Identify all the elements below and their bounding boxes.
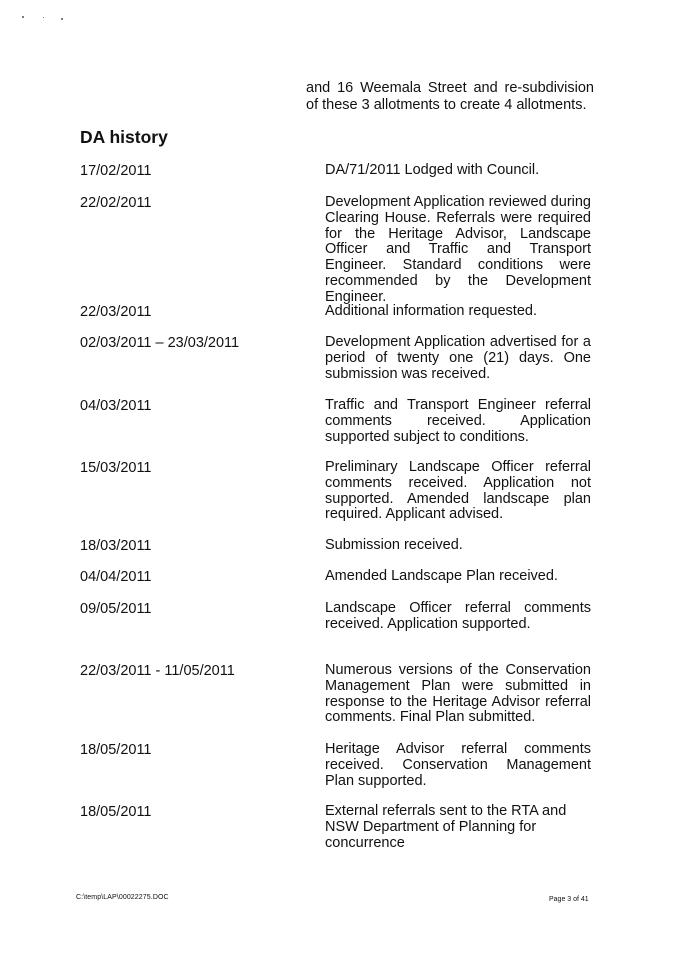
history-description: Amended Landscape Plan received.	[325, 568, 558, 584]
history-date: 18/05/2011	[80, 804, 152, 820]
history-date: 02/03/2011 – 23/03/2011	[80, 335, 240, 351]
scan-speck	[61, 18, 63, 20]
scan-speck	[22, 16, 24, 18]
history-description: Additional information requested.	[325, 303, 537, 319]
continuation-paragraph: and 16 Weemala Street and re-subdivision of these 3 allotments to create 4 allotments.	[306, 80, 594, 113]
history-date: 17/02/2011	[80, 163, 152, 179]
history-description: Preliminary Landscape Officer referral comments received. Application not supported. Amended landscape plan required. Applicant advised.	[325, 459, 591, 523]
history-description: Numerous versions of the Conservation Management Plan were submitted in response to the Heritage Advisor referral comments. Final Plan submitted.	[325, 662, 591, 726]
history-date: 04/03/2011	[80, 398, 152, 414]
history-description: Submission received.	[325, 537, 463, 553]
history-date: 18/03/2011	[80, 538, 152, 554]
history-description: External referrals sent to the RTA and NSW Department of Planning for concurrence	[325, 803, 567, 851]
history-date: 22/03/2011 - 11/05/2011	[80, 663, 235, 679]
section-heading: DA history	[80, 127, 168, 147]
history-date: 09/05/2011	[80, 601, 152, 617]
history-date: 15/03/2011	[80, 460, 152, 476]
scan-speck	[43, 17, 44, 18]
history-description: Heritage Advisor referral comments received. Conservation Management Plan supported.	[325, 741, 591, 789]
history-date: 18/05/2011	[80, 742, 152, 758]
footer-page-number: Page 3 of 41	[549, 896, 589, 903]
history-description: DA/71/2011 Lodged with Council.	[325, 162, 540, 178]
history-date: 22/02/2011	[80, 195, 152, 211]
footer-file-path: C:\temp\LAP\00022275.DOC	[76, 894, 169, 901]
history-date: 04/04/2011	[80, 569, 152, 585]
history-description: Development Application reviewed during Clearing House. Referrals were required for the Heritage Advisor, Landscape Officer and Traffic and Transport Engineer. Standard conditions were recommended by the Development Engineer.	[325, 194, 591, 305]
history-description: Landscape Officer referral comments received. Application supported.	[325, 600, 591, 632]
history-description: Traffic and Transport Engineer referral comments received. Application supported subject to conditions.	[325, 397, 591, 445]
history-description: Development Application advertised for a period of twenty one (21) days. One submission was received.	[325, 334, 591, 382]
history-date: 22/03/2011	[80, 304, 152, 320]
